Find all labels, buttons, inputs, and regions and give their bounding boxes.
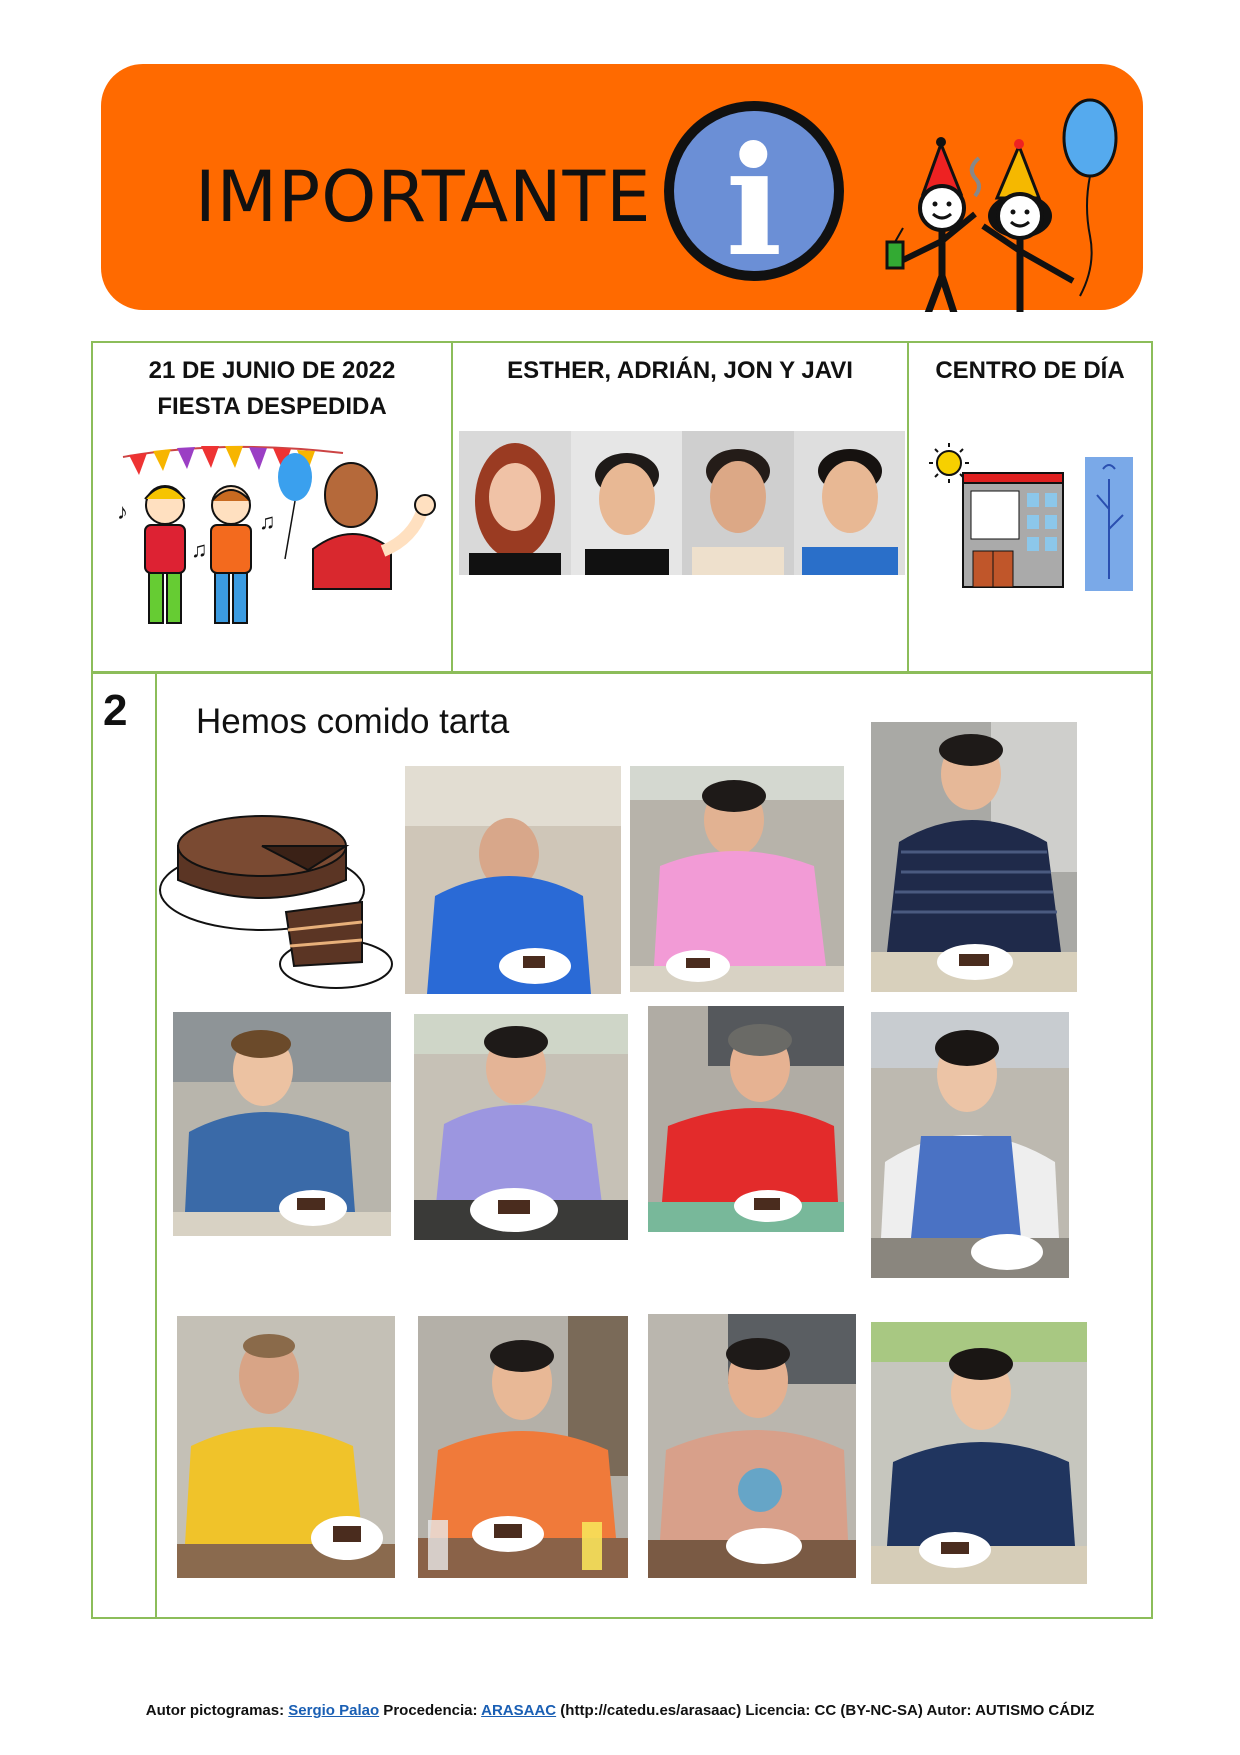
info-glyph: i xyxy=(725,114,783,286)
svg-text:♪: ♪ xyxy=(117,499,128,524)
portrait-adrian xyxy=(571,431,683,575)
place-cell xyxy=(909,343,1151,671)
activity-caption: Hemos comido tarta xyxy=(196,702,510,741)
photo-9 xyxy=(418,1316,628,1578)
date-cell xyxy=(93,343,453,671)
farewell-party-pictogram xyxy=(113,439,443,644)
activity-section xyxy=(91,672,1153,1619)
step-number: 2 xyxy=(103,686,128,735)
photo-6 xyxy=(648,1006,844,1232)
portrait-javi xyxy=(794,431,906,575)
cake-pictogram xyxy=(158,794,398,999)
day-center-pictogram xyxy=(927,439,1137,604)
credit-author-label: Autor pictogramas: xyxy=(145,1702,289,1719)
photo-7 xyxy=(871,1012,1069,1278)
place-name: CENTRO DE DÍA xyxy=(935,357,1125,384)
banner-title: IMPORTANTE xyxy=(195,156,652,238)
photo-2 xyxy=(630,766,844,992)
event-name: FIESTA DESPEDIDA xyxy=(157,393,387,420)
portrait-jon xyxy=(682,431,794,575)
svg-text:♫: ♫ xyxy=(191,537,208,562)
photo-3 xyxy=(871,722,1077,992)
credit-license-text: (http://catedu.es/arasaac) Licencia: CC (BY-NC-SA) Autor: AUTISMO CÁDIZ xyxy=(556,1702,1095,1719)
info-icon xyxy=(659,96,849,291)
step-number-cell xyxy=(93,674,157,1617)
header-banner xyxy=(101,64,1143,310)
people-names: ESTHER, ADRIÁN, JON Y JAVI xyxy=(507,357,853,384)
party-people-icon xyxy=(863,76,1133,317)
photo-4 xyxy=(173,1012,391,1236)
photo-10 xyxy=(648,1314,856,1578)
author-link[interactable]: Sergio Palao xyxy=(288,1702,380,1719)
portraits-strip xyxy=(459,431,905,575)
credit-source-label: Procedencia: xyxy=(379,1702,482,1719)
photo-11 xyxy=(871,1322,1087,1584)
info-table xyxy=(91,341,1153,673)
portrait-esther xyxy=(459,431,571,575)
event-date: 21 DE JUNIO DE 2022 xyxy=(148,357,396,384)
photo-8 xyxy=(177,1316,395,1578)
credits-footer xyxy=(0,1702,1240,1719)
arasaac-link[interactable]: ARASAAC xyxy=(481,1702,557,1719)
photo-1 xyxy=(405,766,621,994)
people-cell xyxy=(453,343,909,671)
photo-5 xyxy=(414,1014,628,1240)
svg-text:♫: ♫ xyxy=(259,509,276,534)
